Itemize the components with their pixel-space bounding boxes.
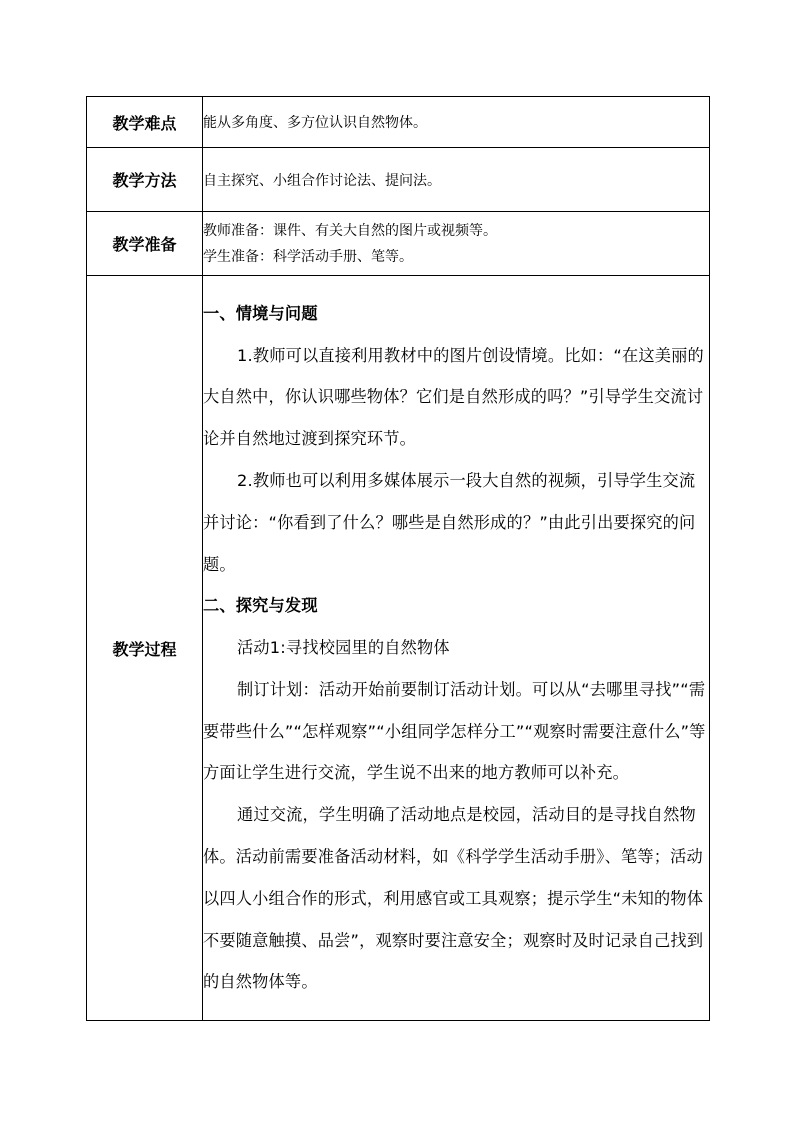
row-label-process: 教学过程 bbox=[87, 276, 203, 1021]
activity-title: 活动1:寻找校园里的自然物体 bbox=[237, 638, 450, 658]
lesson-plan-table bbox=[86, 96, 710, 1021]
section-heading: 二、探究与发现 bbox=[203, 596, 318, 616]
row-label-difficulty: 教学难点 bbox=[87, 97, 203, 148]
method-text: 自主探究、小组合作讨论法、提问法。 bbox=[203, 148, 710, 212]
paragraph: 通过交流，学生明确了活动地点是校园，活动目的是寻找自然物体。活动前需要准备活动材料，如《科学学生活动手册》、笔等；活动以四人小组合作的形式，利用感官或工具观察；提示学生“未知的物体不要随意触摸、品尝”，观察时要注意安全；观察时及时记录自己找到的自然物体等。 bbox=[203, 805, 704, 992]
paragraph: 制订计划：活动开始前要制订活动计划。可以从“去哪里寻找”“需要带些什么”“怎样观察”“小组同学怎样分工”“观察时需要注意什么”等方面让学生进行交流，学生说不出来的地方教师可以补充。 bbox=[203, 679, 706, 783]
preparation-cell bbox=[203, 212, 710, 276]
paragraph: 1.教师可以直接利用教材中的图片创设情境。比如：“在这美丽的大自然中，你认识哪些物体？它们是自然形成的吗？”引导学生交流讨论并自然地过渡到探究环节。 bbox=[203, 345, 704, 449]
paragraph: 2.教师也可以利用多媒体展示一段大自然的视频，引导学生交流并讨论：“你看到了什么？哪些是自然形成的？”由此引出要探究的问题。 bbox=[203, 470, 696, 574]
table-row-preparation bbox=[87, 212, 710, 276]
difficulty-text: 能从多角度、多方位认识自然物体。 bbox=[203, 97, 710, 148]
table-row-method bbox=[87, 148, 710, 212]
teacher-preparation-text: 教师准备：课件、有关大自然的图片或视频等。 bbox=[203, 222, 497, 239]
student-preparation-text: 学生准备：科学活动手册、笔等。 bbox=[203, 248, 413, 265]
table-row-process bbox=[87, 276, 710, 1021]
table-row-difficulty bbox=[87, 97, 710, 148]
row-label-method: 教学方法 bbox=[87, 148, 203, 212]
section-heading: 一、情境与问题 bbox=[203, 303, 318, 323]
row-label-preparation: 教学准备 bbox=[87, 212, 203, 276]
process-cell bbox=[203, 276, 710, 1021]
